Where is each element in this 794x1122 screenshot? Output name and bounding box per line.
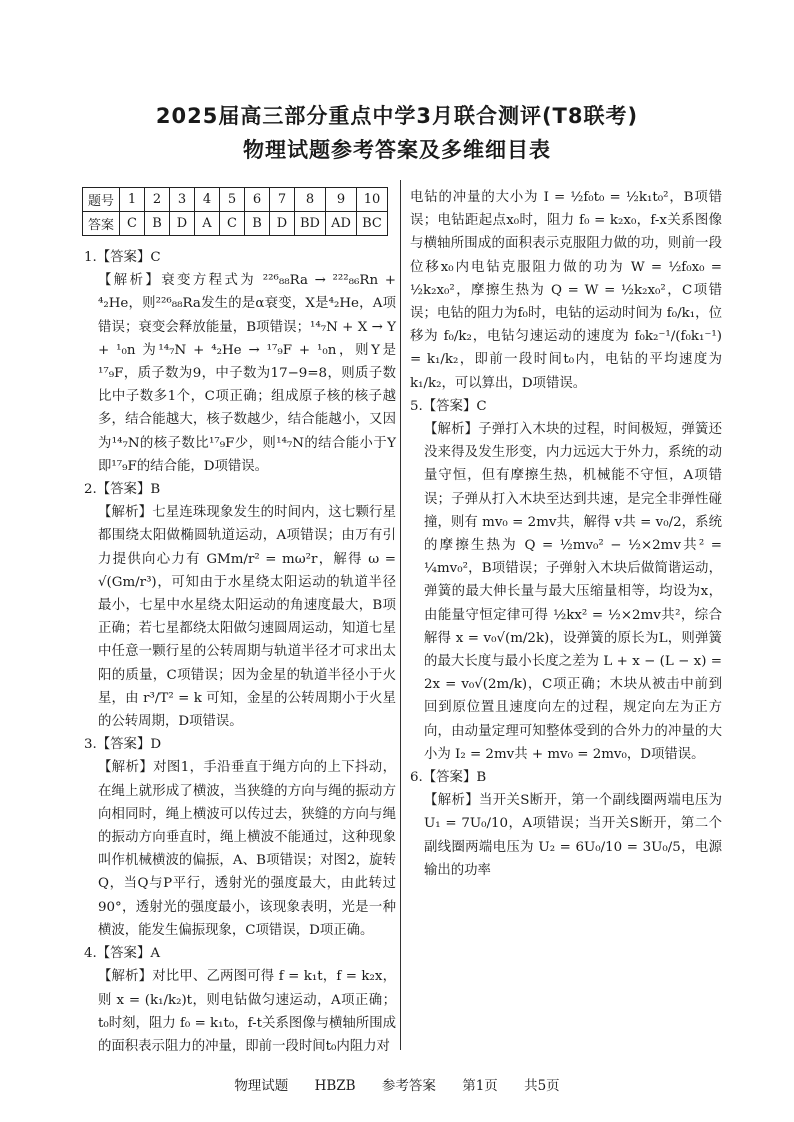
footer-page: 第1页 <box>462 1078 498 1094</box>
analysis-text: 【解析】子弹打入木块的过程，时间极短，弹簧还没来得及发生形变，内力远远大于外力，系统的动量守恒，但有摩擦生热，机械能不守恒，A项错误；子弹从打入木块至达到共速，是完全非弹性碰撞，则有 mv₀ = 2mv共，解得 v共 = v₀/2，系统的摩擦生热为 Q = ½mv₀² − ½×2mv共² = ¼mv₀²，B项错误；子弹射入木块后做简谐运动，弹簧的最大伸长量与最大压缩量相等，均设为x，由能量守恒定律可得 ½kx² = ½×2mv共²，综合解得 x = v₀√(m/2k)，设弹簧的原长为L，则弹簧的最大长度与最小长度之差为 L + x − (L − x) = 2x = v₀√(2m/k)，C项正确；木块从被击中前到回到原位置且速度向左的过程，规定向左为正方向，由动量定理可知整体受到的合外力的冲量的大小为 I₂ = 2mv共 + mv₀ = 2mv₀，D项错误。 <box>424 422 722 762</box>
page-title: 2025届高三部分重点中学3月联合测评(T8联考) <box>155 104 639 128</box>
table-cell: B <box>245 212 270 236</box>
answer-label: 3.【答案】D <box>84 737 162 753</box>
question-2 <box>84 478 396 733</box>
left-column <box>84 246 396 1058</box>
table-cell: 5 <box>220 188 245 212</box>
table-cell: 10 <box>357 188 388 212</box>
table-cell: 4 <box>195 188 220 212</box>
table-cell: 9 <box>326 188 357 212</box>
table-cell: AD <box>326 212 357 236</box>
answer-label: 4.【答案】A <box>84 946 161 962</box>
table-cell: BC <box>357 212 388 236</box>
question-3 <box>84 733 396 942</box>
answer-table <box>82 187 388 236</box>
right-column <box>410 186 722 882</box>
footer-code: HBZB <box>314 1078 356 1094</box>
table-cell: 3 <box>170 188 195 212</box>
answer-label: 5.【答案】C <box>410 398 487 414</box>
table-cell: D <box>170 212 195 236</box>
row-label: 题号 <box>83 188 120 212</box>
answer-label: 2.【答案】B <box>84 482 161 498</box>
table-row-numbers <box>83 188 388 212</box>
table-cell: 1 <box>120 188 145 212</box>
table-cell: B <box>145 212 170 236</box>
column-divider <box>400 180 401 1050</box>
table-cell: D <box>270 212 295 236</box>
question-5 <box>410 395 722 766</box>
question-6 <box>410 766 722 882</box>
answer-label: 6.【答案】B <box>410 770 487 786</box>
page-subtitle: 物理试题参考答案及多维细目表 <box>243 138 551 162</box>
table-cell: BD <box>295 212 326 236</box>
table-cell: 6 <box>245 188 270 212</box>
table-row-answers <box>83 212 388 236</box>
question-4-continued: 电钻的冲量的大小为 I = ½f₀t₀ = ½k₁t₀²，B项错误；电钻距起点x₀时，阻力 f₀ = k₂x₀，f-x关系图像与横轴所围成的面积表示克服阻力做的功，则前一段位移x₀内电钻克服阻力做的功为 W = ½f₀x₀ = ½k₂x₀²，摩擦生热为 Q = W = ½k₂x₀²，C项错误；电钻的阻力为f₀时，电钻的运动时间为 f₀/k₁，位移为 f₀/k₂，电钻匀速运动的速度为 f₀k₂⁻¹/(f₀k₁⁻¹) = k₁/k₂，即前一段时间t₀内，电钻的平均速度为 k₁/k₂，可以算出，D项错误。 <box>410 190 722 391</box>
analysis-text: 【解析】当开关S断开，第一个副线圈两端电压为 U₁ = 7U₀/10，A项错误；当开关S断开，第二个副线圈两端电压为 U₂ = 6U₀/10 = 3U₀/5，电源输出的功率 <box>424 793 722 878</box>
table-cell: C <box>120 212 145 236</box>
row-label: 答案 <box>83 212 120 236</box>
analysis-text: 【解析】对比甲、乙两图可得 f = k₁t，f = k₂x，则 x = (k₁/k₂)t，则电钻做匀速运动，A项正确；t₀时刻，阻力 f₀ = k₁t₀，f-t关系图像与横轴所围成的面积表示阻力的冲量，即前一段时间t₀内阻力对 <box>98 969 396 1054</box>
footer-label: 参考答案 <box>381 1078 436 1094</box>
table-cell: C <box>220 212 245 236</box>
analysis-text: 【解析】七星连珠现象发生的时间内，这七颗行星都围绕太阳做椭圆轨道运动，A项错误；由万有引力提供向心力有 GMm/r² = mω²r，解得 ω = √(Gm/r³)，可知由于水星绕太阳运动的轨道半径最小，七星中水星绕太阳运动的角速度最大，B项正确；若七星都绕太阳做匀速圆周运动，知道七星中任意一颗行星的公转周期与轨道半径才可求出太阳的质量，C项错误；因为金星的轨道半径小于火星，由 r³/T² = k 可知，金星的公转周期小于火星的公转周期，D项错误。 <box>98 505 396 730</box>
table-cell: A <box>195 212 220 236</box>
page-footer <box>0 1074 794 1094</box>
analysis-text: 【解析】衰变方程式为 ²²⁶₈₈Ra → ²²²₈₆Rn + ⁴₂He，则²²⁶₈₈Ra发生的是α衰变，X是⁴₂He，A项错误；衰变会释放能量，B项错误；¹⁴₇N + X → Y + ¹₀n 为¹⁴₇N + ⁴₂He → ¹⁷₉F + ¹₀n，则Y是¹⁷₉F，质子数为9，中子数为17−9=8，则质子数比中子数多1个，C项正确；组成原子核的核子越多，结合能越大，核子数越少，结合能越小，又因为¹⁴₇N的核子数比¹⁷₉F少，则¹⁴₇N的结合能小于Y即¹⁷₉F的结合能，D项错误。 <box>98 273 396 474</box>
question-1 <box>84 246 396 478</box>
answer-label: 1.【答案】C <box>84 250 161 265</box>
analysis-text: 【解析】对图1，手沿垂直于绳方向的上下抖动，在绳上就形成了横波，当狭缝的方向与绳的振动方向相同时，绳上横波可以传过去，狭缝的方向与绳的振动方向垂直时，绳上横波不能通过，这种现象叫作机械横波的偏振，A、B项错误；对图2，旋转Q，当Q与P平行，透射光的强度最大，由此转过90°，透射光的强度最小，该现象表明，光是一种横波，能发生偏振现象，C项错误，D项正确。 <box>98 760 396 938</box>
table-cell: 7 <box>270 188 295 212</box>
question-4 <box>84 942 396 1058</box>
footer-total: 共5页 <box>524 1078 560 1094</box>
footer-subject: 物理试题 <box>234 1078 289 1094</box>
table-cell: 2 <box>145 188 170 212</box>
table-cell: 8 <box>295 188 326 212</box>
